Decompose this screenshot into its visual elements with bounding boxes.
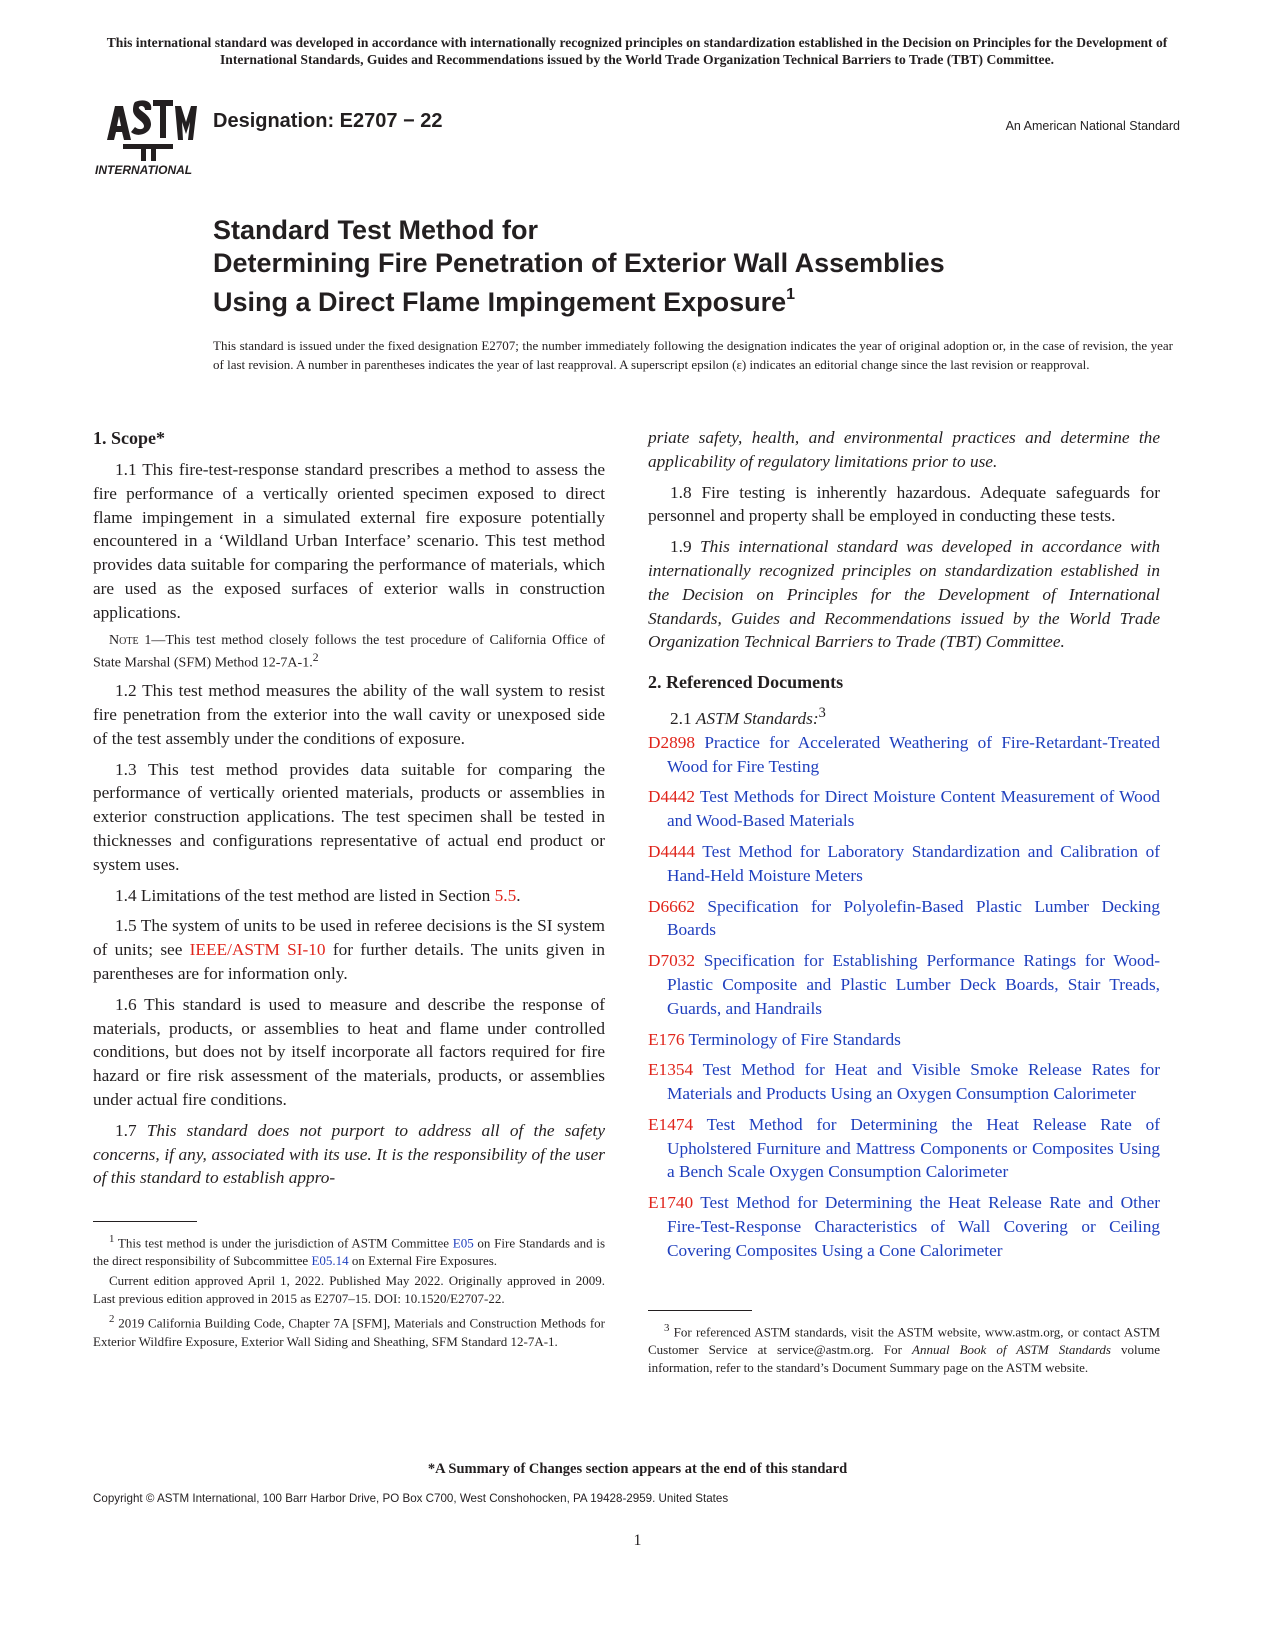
reference-code-link[interactable]: D6662 bbox=[648, 896, 696, 916]
note-1-label: Note bbox=[109, 632, 139, 648]
astm-standards-number: 2.1 bbox=[670, 708, 696, 728]
title-footnote-mark: 1 bbox=[786, 286, 796, 303]
reference-title-link[interactable]: Test Methods for Direct Moisture Content Measurement of Wood and Wood-Based Materials bbox=[667, 787, 1160, 831]
footnote-3-text-a: For referenced ASTM standards, visit the ASTM website, www.astm.org, or contact ASTM Customer Service at service@astm.org. For bbox=[648, 1324, 1160, 1358]
paragraph-1-4-text: 1.4 Limitations of the test method are listed in Section bbox=[115, 885, 495, 905]
scope-heading: 1. Scope* bbox=[93, 428, 165, 448]
reference-item bbox=[648, 1113, 1160, 1184]
footnote-divider-right bbox=[648, 1310, 752, 1311]
reference-item bbox=[648, 1058, 1160, 1106]
title-line-1: Standard Test Method for bbox=[213, 215, 539, 245]
title-line-3 bbox=[213, 280, 1173, 319]
reference-code-link[interactable]: D2898 bbox=[648, 732, 696, 752]
committee-e05-link[interactable]: E05 bbox=[452, 1235, 474, 1251]
paragraph-1-5 bbox=[93, 914, 605, 985]
footnote-3-paragraph bbox=[648, 1319, 1160, 1377]
reference-item bbox=[648, 731, 1160, 779]
paragraph-1-9-text: This international standard was developed in accordance with internationally recognized principles on standardization established in the Decision on Principles for the Development of International Standards, Guides and Recommendations issued by the World Trade Organization Technical Barriers to Trade (TBT) Committee. bbox=[648, 537, 1160, 652]
paragraph-1-1: 1.1 This fire-test-response standard prescribes a method to assess the fire performance of a vertically oriented specimen exposed to direct flame impingement in a simulated external fire exposure potentially encountered in a ‘Wildland Urban Interface’ scenario. This test method provides data suitable for comparing the performance of materials, which are used as the exposed surfaces of exterior walls in construction applications. bbox=[93, 460, 605, 622]
reference-item bbox=[648, 785, 1160, 833]
designation: Designation: E2707 − 22 bbox=[213, 110, 443, 132]
footnote-1-text-b: on Fire Standards and is the direct responsibility of Subcommittee bbox=[93, 1235, 606, 1269]
paragraph-1-7 bbox=[93, 1119, 605, 1190]
reference-code-link[interactable]: E1474 bbox=[648, 1114, 694, 1134]
reference-item bbox=[648, 1028, 1160, 1052]
paragraph-1-6: 1.6 This standard is used to measure and describe the response of materials, products, or assemblies to heat and flame under controlled conditions, but does not by itself incorporate all factors required for fire hazard or fire risk assessment of the materials, products, or assemblies under actual fire conditions. bbox=[93, 994, 605, 1109]
footnotes-left bbox=[93, 1230, 605, 1353]
reference-code-link[interactable]: D4444 bbox=[648, 841, 696, 861]
si-10-link[interactable]: IEEE/ASTM SI-10 bbox=[189, 940, 326, 960]
reference-item bbox=[648, 1191, 1160, 1262]
footnote-1-mark: 1 bbox=[109, 1233, 115, 1245]
summary-of-changes-note: *A Summary of Changes section appears at the end of this standard bbox=[427, 1461, 848, 1477]
paragraph-1-9 bbox=[648, 535, 1160, 654]
astm-logo bbox=[93, 86, 203, 178]
reference-code-link[interactable]: E1354 bbox=[648, 1060, 694, 1080]
reference-code-link[interactable]: D7032 bbox=[648, 951, 696, 971]
title-line-2: Determining Fire Penetration of Exterior Wall Assemblies bbox=[213, 248, 945, 278]
reference-title-link[interactable]: Test Method for Heat and Visible Smoke Release Rates for Materials and Products Using an Oxygen Consumption Calorimeter bbox=[667, 1060, 1160, 1104]
note-1 bbox=[93, 632, 605, 673]
paragraph-1-5-text: 1.5 The system of units to be used in referee decisions is the SI system of units; see bbox=[93, 916, 605, 960]
astm-standards-subheading bbox=[648, 702, 1160, 731]
right-column bbox=[648, 426, 1160, 1270]
referenced-documents-heading: 2. Referenced Documents bbox=[648, 672, 844, 693]
issue-note: This standard is issued under the fixed designation E2707; the number immediately following the designation indicates the year of original adoption or, in the case of revision, the year of last revision. A number in parentheses indicates the year of last reapproval. A superscript epsilon (ε) indicates an editorial change since the last revision or reapproval. bbox=[213, 338, 1173, 372]
reference-title-link[interactable]: Test Method for Determining the Heat Release Rate and Other Fire-Test-Response Characteristics of Wall Covering or Ceiling Covering Composites Using a Cone Calorimeter bbox=[667, 1193, 1160, 1260]
subcommittee-e05-14-link[interactable]: E05.14 bbox=[311, 1253, 349, 1269]
footnote-3 bbox=[648, 1319, 1160, 1379]
paragraph-1-4 bbox=[93, 884, 605, 908]
reference-title-link[interactable]: Test Method for Laboratory Standardization and Calibration of Hand-Held Moisture Meters bbox=[667, 841, 1160, 885]
paragraph-1-8: 1.8 Fire testing is inherently hazardous. Adequate safeguards for personnel and property shall be employed in conducting these tests. bbox=[648, 482, 1160, 526]
paragraph-1-9-number: 1.9 bbox=[670, 537, 701, 557]
footnote-3-mark: 3 bbox=[664, 1322, 670, 1334]
footnote-3-text-b: volume information, refer to the standard’s Document Summary page on the ASTM website. bbox=[648, 1342, 1161, 1376]
footnote-edition: Current edition approved April 1, 2022. Published May 2022. Originally approved in 2009. Last previous edition approved in 2015 as E2707–15. DOI: 10.1520/E2707-22. bbox=[93, 1273, 605, 1307]
reference-list bbox=[648, 731, 1160, 1263]
paragraph-1-5-end: for further details. The units given in parentheses are for information only. bbox=[93, 940, 605, 983]
section-5-5-link[interactable]: 5.5 bbox=[494, 885, 517, 905]
paragraph-1-7-number: 1.7 bbox=[115, 1120, 147, 1140]
reference-code-link[interactable]: E176 bbox=[648, 1029, 685, 1049]
paragraph-1-7-continued: priate safety, health, and environmental practices and determine the applicability of regulatory limitations prior to use. bbox=[648, 428, 1160, 471]
reference-code-link[interactable]: D4442 bbox=[648, 787, 696, 807]
footnote-2-text: 2019 California Building Code, Chapter 7A [SFM], Materials and Construction Methods for Exterior Wildfire Exposure, Exterior Wall Siding and Sheathing, SFM Standard 12-7A-1. bbox=[93, 1315, 605, 1349]
reference-title-link[interactable]: Practice for Accelerated Weathering of Fire-Retardant-Treated Wood for Fire Testing bbox=[667, 732, 1160, 776]
page-number: 1 bbox=[633, 1532, 642, 1549]
paragraph-1-2: 1.2 This test method measures the ability of the wall system to resist fire penetration from the exterior into the wall cavity or unexposed side of the test assembly under the conditions of exposure. bbox=[93, 681, 605, 748]
footnote-2-mark: 2 bbox=[109, 1313, 115, 1326]
reference-item bbox=[648, 895, 1160, 943]
reference-title-link[interactable]: Terminology of Fire Standards bbox=[684, 1029, 901, 1049]
reference-item bbox=[648, 949, 1160, 1020]
paragraph-1-3: 1.3 This test method provides data suitable for comparing the performance of vertically oriented materials, products or assemblies in exterior construction applications. The test specimen shall be tested in thicknesses and configurations representative of actual end product or system uses. bbox=[93, 759, 605, 874]
footnote-1-text-a: This test method is under the jurisdiction of ASTM Committee bbox=[114, 1235, 453, 1251]
reference-item bbox=[648, 840, 1160, 888]
left-column bbox=[93, 426, 605, 1197]
paragraph-1-7-text: This standard does not purport to address all of the safety concerns, if any, associated with its use. It is the responsibility of the user of this standard to establish appro- bbox=[93, 1120, 606, 1188]
title-line-3-text: Using a Direct Flame Impingement Exposure bbox=[213, 287, 787, 317]
top-notice: This international standard was developed in accordance with internationally recognized principles on standardization established in the Decision on Principles for the Development of International Standards, Guides and Recommendations issued by the World Trade Organization Technical Barriers to Trade (TBT) Committee. bbox=[106, 35, 1168, 67]
national-standard-label: An American National Standard bbox=[1005, 119, 1180, 133]
copyright: Copyright © ASTM International, 100 Barr Harbor Drive, PO Box C700, West Conshohocken, PA 19428-2959. United States bbox=[93, 1492, 729, 1505]
astm-standards-footnote-mark: 3 bbox=[818, 705, 826, 722]
reference-title-link[interactable]: Test Method for Determining the Heat Release Rate of Upholstered Furniture and Mattress Components or Composites Using a Bench Scale Oxygen Consumption Calorimeter bbox=[667, 1114, 1160, 1182]
footnote-divider-left bbox=[93, 1221, 197, 1222]
reference-title-link[interactable]: Specification for Establishing Performance Ratings for Wood-Plastic Composite and Plastic Lumber Deck Boards, Stair Treads, Guards, and Handrails bbox=[667, 951, 1160, 1018]
astm-standards-text: ASTM Standards: bbox=[695, 708, 819, 728]
footnote-3-annual-book: Annual Book of ASTM Standards bbox=[912, 1342, 1111, 1358]
astm-logo-text: INTERNATIONAL bbox=[95, 163, 193, 177]
reference-code-link[interactable]: E1740 bbox=[648, 1193, 694, 1213]
paragraph-1-4-end: . bbox=[516, 885, 521, 905]
footnote-1-text-c: on External Fire Exposures. bbox=[348, 1253, 498, 1269]
reference-title-link[interactable]: Specification for Polyolefin-Based Plastic Lumber Decking Boards bbox=[667, 896, 1160, 940]
footnote-1 bbox=[93, 1230, 605, 1270]
note-1-text: 1—This test method closely follows the test procedure of California Office of State Marshal (SFM) Method 12-7A-1. bbox=[93, 632, 605, 671]
note-1-footnote-mark: 2 bbox=[312, 651, 319, 665]
footnote-2 bbox=[93, 1310, 605, 1350]
page-title bbox=[213, 214, 1173, 319]
